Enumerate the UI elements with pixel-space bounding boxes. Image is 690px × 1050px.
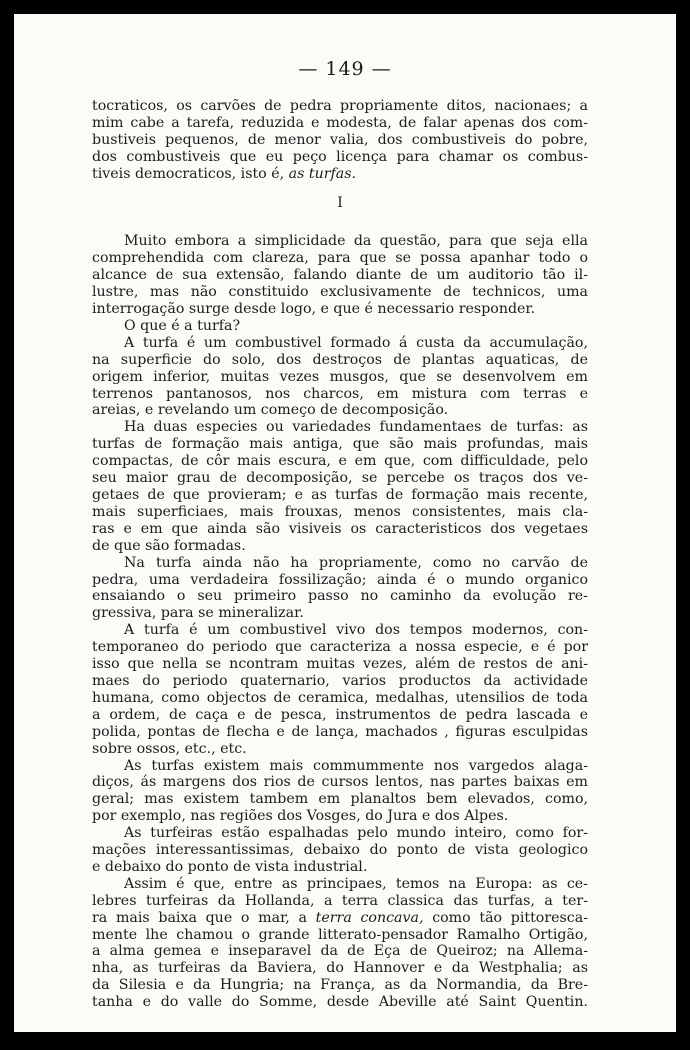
text-line: areias, e revelando um começo de decomposição. [92, 402, 449, 419]
text-line: e debaixo do ponto de vista industrial. [92, 858, 368, 875]
text-line: seu maior grau de decomposição, se percebe os traços dos ve- [92, 470, 588, 487]
text-line: getaes de que provieram; e as turfas de formação mais recente, [92, 487, 588, 504]
text-line: comprehendida com clareza, para que se possa apanhar todo o [92, 250, 588, 267]
italic-term: terra concava, [315, 909, 424, 926]
text-line: por exemplo, nas regiões dos Vosges, do Jura e dos Alpes. [92, 808, 509, 825]
paragraph-4 [92, 419, 588, 554]
text-line: compactas, de côr mais escura, e em que, com difficuldade, pelo [92, 453, 588, 470]
section-heading: I [337, 194, 343, 211]
page-number: — 149 — [298, 58, 392, 80]
text-line: mente lhe chamou o grande litterato-pensador Ramalho Ortigão, [92, 926, 588, 943]
text-line: Na turfa ainda não ha propriamente, como no carvão de [124, 554, 588, 571]
text-line: mim cabe a tarefa, reduzida e modesta, de falar apenas dos com- [92, 114, 588, 131]
text-line: Muito embora a simplicidade da questão, para que seja ella [124, 233, 588, 250]
text-line: de que são formadas. [92, 537, 246, 554]
text-line: a alma gemea e inseparavel da de Eça de Queiroz; na Allema- [92, 943, 588, 960]
text-line: A turfa é um combustivel vivo dos tempos modernos, con- [124, 622, 588, 639]
text-line: turfas de formação mais antiga, que são mais profundas, mais [92, 436, 588, 453]
text-span: ra mais baixa que o mar, a [92, 909, 316, 926]
text-line: gressiva, para se mineralizar. [92, 605, 304, 622]
text-span: como tão pittoresca- [423, 909, 588, 926]
text-line: A turfa é um combustivel formado á custa da accumulação, [124, 334, 588, 351]
text-line: ras e em que ainda são visiveis os caracteristicos dos vegetaes [92, 520, 588, 537]
paragraph-8 [92, 825, 588, 876]
text-line: Assim é que, entre as principaes, temos na Europa: as ce- [124, 875, 588, 892]
text-line: na superficie do solo, dos destroços de plantas aquaticas, de [92, 351, 588, 368]
paragraph-5 [92, 555, 588, 623]
text-line: terrenos pantanosos, nos charcos, em mistura com terras e [92, 385, 588, 402]
page-body [92, 98, 588, 1011]
document-page [14, 14, 676, 1032]
text-line: dos combustiveis que eu peço licença para chamar os combus- [92, 148, 588, 165]
text-line: nha, as turfeiras da Baviera, do Hannover e da Westphalia; as [92, 960, 588, 977]
paragraph-2 [92, 318, 588, 335]
paragraph-1 [92, 233, 588, 318]
text-line: As turfeiras estão espalhadas pelo mundo inteiro, como for- [124, 825, 588, 842]
text-line: tanha e do valle do Somme, desde Abeville até Saint Quentin. [92, 994, 588, 1011]
text-line: ensaiando o seu primeiro passo no caminho da evolução re- [92, 588, 588, 605]
text-line: isso que nella se ncontram muitas vezes, além de restos de ani- [92, 656, 588, 673]
text-line: mais superficiaes, mais frouxas, menos consistentes, mais cla- [92, 503, 588, 520]
text-line: sobre ossos, etc., etc. [92, 740, 247, 757]
text-line: temporaneo do periodo que caracteriza a nossa especie, e é por [92, 639, 588, 656]
text-line: pedra, uma verdadeira fossilização; ainda é o mundo organico [92, 571, 588, 588]
text-line: tocraticos, os carvões de pedra propriamente ditos, nacionaes; a [92, 98, 588, 114]
text-line: da Silesia e da Hungria; na França, as da Normandia, da Bre- [92, 977, 588, 994]
paragraph-6 [92, 622, 588, 757]
text-line: maes do periodo quaternario, varios productos da actividade [92, 672, 588, 689]
text-line: polida, pontas de flecha e de lança, machados , figuras esculpidas [92, 723, 588, 740]
text-line: diços, ás margens dos rios de cursos lentos, nas partes baixas em [92, 774, 588, 791]
text-line: O que é a turfa? [124, 317, 241, 334]
text-line: As turfas existem mais commummente nos vargedos alaga- [124, 757, 588, 774]
text-span: tiveis democraticos, isto é, [92, 165, 289, 182]
text-line: alcance de sua extensão, falando diante de um auditorio tão il- [92, 267, 588, 284]
text-line: lustre, mas não constituido exclusivamente de technicos, uma [92, 284, 588, 301]
text-line: interrogação surge desde logo, e que é necessario responder. [92, 301, 536, 318]
text-line: geral; mas existem tambem em planaltos bem elevados, como, [92, 791, 588, 808]
intro-paragraph [92, 98, 588, 183]
text-line: mações interessantissimas, debaixo do ponto de vista geologico [92, 842, 588, 859]
text-line: humana, como objectos de ceramica, medalhas, utensilios de toda [92, 689, 588, 706]
paragraph-9 [92, 876, 588, 1011]
text-line: bustiveis pequenos, de menor valia, dos combustiveis do pobre, [92, 131, 588, 148]
text-line: lebres turfeiras da Hollanda, a terra classica das turfas, a ter- [92, 892, 588, 909]
italic-term: as turfas. [288, 165, 357, 182]
paragraph-7 [92, 758, 588, 826]
text-line [92, 910, 588, 927]
text-line: a ordem, de caça e de pesca, instrumentos de pedra lascada e [92, 706, 588, 723]
text-line: Ha duas especies ou variedades fundamentaes de turfas: as [124, 419, 588, 436]
paragraph-3 [92, 335, 588, 420]
text-line [92, 166, 588, 183]
text-line: origem inferior, muitas vezes musgos, que se desenvolvem em [92, 368, 588, 385]
